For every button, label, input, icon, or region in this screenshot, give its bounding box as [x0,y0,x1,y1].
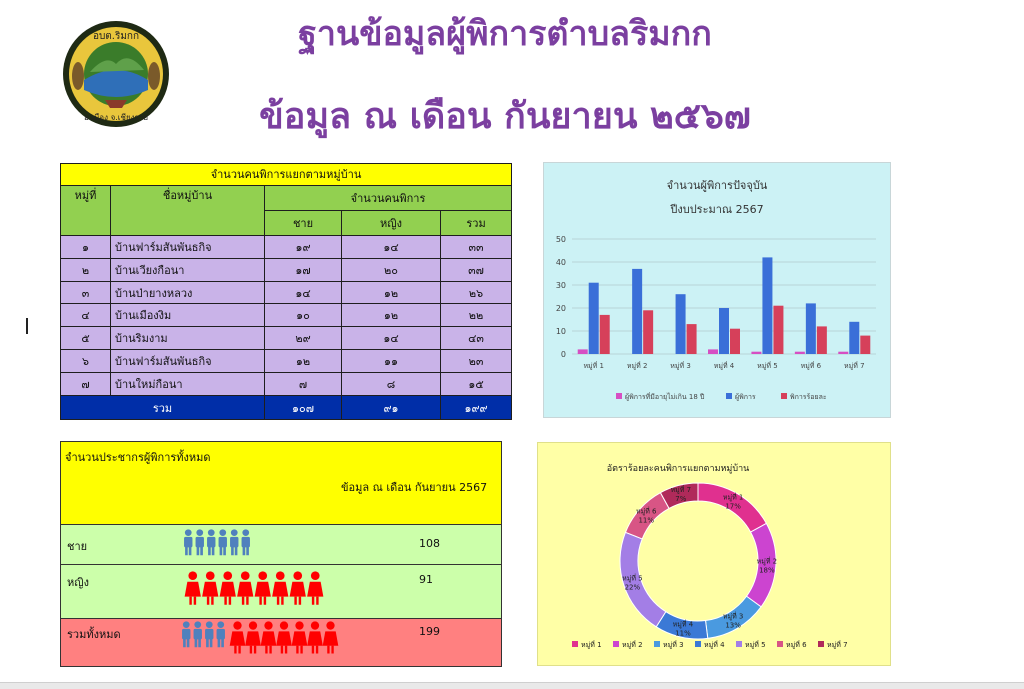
legend-label: หมู่ที่ 6 [786,641,807,649]
legend-swatch [726,393,732,399]
legend-swatch [572,641,578,647]
female-person-icon [264,621,272,629]
male-body [230,537,238,548]
female-leg [242,597,244,605]
cell-female: ๑๑ [342,350,441,373]
male-leg [210,639,213,647]
slice-label: หมู่ที่ 4 [672,620,694,629]
cell-total: ๒๖ [441,281,512,304]
summary-row-male [61,525,501,565]
table-row [61,235,512,258]
bar [838,352,848,354]
logo-bottom-text: อ.เมือง จ.เชียงราย [83,113,149,122]
cell-male: ๗ [265,373,342,396]
cell-male: ๑๙ [265,235,342,258]
male-people-icon [181,529,271,559]
bar [708,349,718,354]
cell-female: ๘ [342,373,441,396]
header-village: ชื่อหมู่บ้าน [111,185,265,235]
cell-moo: ๓ [61,281,111,304]
legend-swatch [654,641,660,647]
male-leg [185,547,188,555]
legend-swatch [616,393,622,399]
bar [730,329,740,354]
female-leg [296,646,298,654]
male-person-icon [208,529,215,536]
female-body [230,631,246,645]
donut-chart [538,443,890,665]
female-body [290,582,306,597]
female-person-icon [223,571,232,580]
female-person-icon [233,621,241,629]
table-row [61,350,512,373]
y-tick-label: 50 [555,235,566,244]
cell-male: ๒๙ [265,327,342,350]
female-leg [246,597,248,605]
female-person-icon [311,571,320,580]
slice-percent: 17% [725,502,741,511]
male-person-icon [196,529,203,536]
x-tick-label: หมู่ที่ 4 [713,362,735,370]
bar [773,306,783,354]
female-person-icon [326,621,334,629]
summary-value: 108 [419,537,440,550]
summary-title: จำนวนประชากรผู้พิการทั้งหมด [65,451,211,464]
female-body [307,582,323,597]
female-leg [194,597,196,605]
cell-female: ๑๒ [342,304,441,327]
summary-label: รวมทั้งหมด [67,628,121,641]
male-person-icon [183,621,190,628]
legend-swatch [695,641,701,647]
x-tick-label: หมู่ที่ 5 [757,362,778,370]
female-body [276,631,292,645]
village-table [60,163,512,420]
male-person-icon [185,529,192,536]
female-leg [259,597,261,605]
cell-village: บ้านเวียงกือนา [111,258,265,281]
summary-date: ข้อมูล ณ เดือน กันยายน 2567 [341,481,488,494]
chart-title: จำนวนผู้พิการปัจจุบัน [666,179,768,192]
cell-village: บ้านเมืองงิม [111,304,265,327]
legend-label: ผู้พิการที่มีอายุไม่เกิน 18 ปี [625,393,705,401]
header-male: ชาย [265,210,342,235]
cell-moo: ๖ [61,350,111,373]
bar [860,336,870,354]
male-leg [235,547,238,555]
slice-percent: 18% [759,566,775,575]
male-leg [243,547,246,555]
female-person-icon [249,621,257,629]
legend-label: ผู้พิการ [735,393,756,401]
female-person-icon [258,571,267,580]
cell-female: ๒๐ [342,258,441,281]
bar [643,310,653,354]
male-person-icon [242,529,249,536]
male-body [184,537,192,548]
total-female: ๙๑ [342,396,441,420]
header-moo: หมู่ที่ [61,185,111,235]
bar [578,349,588,354]
male-person-icon [206,621,213,628]
female-body [307,631,323,645]
chart-title: อัตราร้อยละคนพิการแยกตามหมู่บ้าน [606,464,750,474]
slice-label: หมู่ที่ 2 [756,557,778,566]
bar [600,315,610,354]
summary-row-female [61,565,501,619]
cell-moo: ๔ [61,304,111,327]
male-leg [246,547,249,555]
legend-swatch [781,393,787,399]
logo [60,20,172,128]
logo-top-text: อบต.ริมกก [92,31,140,42]
cell-total: ๑๕ [441,373,512,396]
summary-panel [60,441,502,667]
slice-label: หมู่ที่ 6 [635,507,657,516]
slice-percent: 11% [675,629,691,638]
male-body [182,629,190,640]
x-tick-label: หมู่ที่ 3 [670,362,691,370]
legend-swatch [736,641,742,647]
male-leg [220,547,223,555]
female-leg [285,646,287,654]
summary-value: 91 [419,573,433,586]
male-body [242,537,250,548]
female-person-icon [295,621,303,629]
bar [751,352,761,354]
bar [817,326,827,354]
total-male: ๑๐๗ [265,396,342,420]
male-person-icon [231,529,238,536]
legend-label: หมู่ที่ 1 [581,641,602,649]
female-leg [281,597,283,605]
cell-total: ๒๒ [441,304,512,327]
summary-header [61,442,501,525]
header-group: จำนวนคนพิการ [265,185,512,210]
cell-female: ๑๔ [342,235,441,258]
cell-male: ๑๔ [265,281,342,304]
male-leg [231,547,234,555]
bar [762,257,772,354]
total-all: ๑๙๙ [441,396,512,420]
cell-moo: ๗ [61,373,111,396]
cell-village: บ้านป่ายางหลวง [111,281,265,304]
donut-chart-panel[interactable] [537,442,891,666]
female-body [323,631,339,645]
slice-percent: 13% [725,621,741,630]
male-leg [223,547,226,555]
cell-total: ๓๗ [441,258,512,281]
cell-total: ๓๓ [441,235,512,258]
table-row [61,327,512,350]
male-person-icon [194,621,201,628]
table-row [61,258,512,281]
female-leg [207,597,209,605]
slice-label: หมู่ที่ 3 [722,612,744,621]
female-leg [250,646,252,654]
male-leg [195,639,198,647]
female-people-icon [183,571,333,611]
female-body [272,582,288,597]
male-leg [187,639,190,647]
female-leg [264,597,266,605]
male-person-icon [219,529,226,536]
male-body [196,537,204,548]
slice-percent: 22% [624,583,641,592]
male-leg [200,547,203,555]
slice-label: หมู่ที่ 7 [670,486,692,495]
summary-label: หญิง [67,576,89,589]
y-tick-label: 20 [555,304,566,313]
slice-percent: 7% [675,495,687,504]
female-leg [300,646,302,654]
male-leg [212,547,215,555]
slice-label: หมู่ที่ 1 [722,493,744,502]
y-tick-label: 0 [560,350,566,359]
legend-label: หมู่ที่ 3 [663,641,684,649]
female-body [185,582,201,597]
female-leg [312,646,314,654]
female-leg [224,597,226,605]
bar [687,324,697,354]
legend-swatch [818,641,824,647]
male-leg [208,547,211,555]
male-body [217,629,225,640]
male-leg [183,639,186,647]
bar [806,303,816,354]
male-person-icon [217,621,224,628]
cell-total: ๔๓ [441,327,512,350]
cell-moo: ๕ [61,327,111,350]
y-tick-label: 30 [555,281,566,290]
female-person-icon [206,571,215,580]
female-leg [316,597,318,605]
female-body [245,631,261,645]
female-body [202,582,218,597]
female-leg [269,646,271,654]
cell-male: ๑๒ [265,350,342,373]
header-female: หญิง [342,210,441,235]
total-label: รวม [61,396,265,420]
male-body [194,629,202,640]
female-leg [294,597,296,605]
female-leg [312,597,314,605]
cell-male: ๑๐ [265,304,342,327]
cell-village: บ้านฟาร์มสันพันธกิจ [111,350,265,373]
all-people-icon [179,621,339,661]
page-subtitle: ข้อมูล ณ เดือน กันยายน ๒๕๖๗ [259,95,751,137]
y-tick-label: 10 [555,327,566,336]
bar [676,294,686,354]
legend-label: พิการร้อยละ [790,393,827,401]
female-person-icon [293,571,302,580]
female-leg [316,646,318,654]
chart-subtitle: ปีงบประมาณ 2567 [670,203,764,216]
male-leg [197,547,200,555]
y-tick-label: 40 [555,258,566,267]
x-tick-label: หมู่ที่ 1 [583,362,604,370]
summary-label: ชาย [67,540,88,553]
cell-moo: ๒ [61,258,111,281]
female-leg [189,597,191,605]
table-row [61,373,512,396]
male-leg [221,639,224,647]
male-body [207,537,215,548]
female-body [261,631,277,645]
bar [849,322,859,354]
legend-label: หมู่ที่ 2 [622,641,643,649]
male-body [205,629,213,640]
legend-label: หมู่ที่ 5 [745,641,766,649]
female-body [220,582,236,597]
x-tick-label: หมู่ที่ 6 [800,362,822,370]
legend-label: หมู่ที่ 7 [827,641,848,649]
header-total: รวม [441,210,512,235]
male-leg [218,639,221,647]
bar-chart-panel[interactable] [543,162,891,418]
bar [719,308,729,354]
bar [795,352,805,354]
male-leg [198,639,201,647]
legend-label: หมู่ที่ 4 [704,641,725,649]
cell-male: ๑๗ [265,258,342,281]
female-person-icon [311,621,319,629]
text-cursor [26,318,28,334]
bar [632,269,642,354]
bar [589,283,599,354]
village-table-title: จำนวนคนพิการแยกตามหมู่บ้าน [61,164,512,186]
female-leg [265,646,267,654]
slice-label: หมู่ที่ 5 [622,574,643,583]
female-leg [277,597,279,605]
female-person-icon [280,621,288,629]
cell-moo: ๑ [61,235,111,258]
female-leg [211,597,213,605]
table-total-row [61,396,512,420]
x-tick-label: หมู่ที่ 2 [626,362,648,370]
female-leg [229,597,231,605]
table-row [61,304,512,327]
female-leg [281,646,283,654]
legend-swatch [613,641,619,647]
summary-value: 199 [419,625,440,638]
male-body [219,537,227,548]
female-person-icon [276,571,285,580]
male-leg [206,639,209,647]
cell-total: ๒๓ [441,350,512,373]
page-title: ฐานข้อมูลผู้พิการตำบลริมกก [298,14,712,54]
slice-percent: 11% [638,516,655,525]
legend-swatch [777,641,783,647]
female-body [237,582,253,597]
female-person-icon [188,571,197,580]
male-leg [189,547,192,555]
table-row [61,281,512,304]
female-body [292,631,308,645]
bar-chart [544,163,890,417]
female-leg [327,646,329,654]
cell-village: บ้านฟาร์มสันพันธกิจ [111,235,265,258]
female-leg [254,646,256,654]
cell-village: บ้านริมงาม [111,327,265,350]
x-tick-label: หมู่ที่ 7 [844,362,865,370]
female-leg [234,646,236,654]
cell-female: ๑๔ [342,327,441,350]
cell-village: บ้านใหม่กือนา [111,373,265,396]
cell-female: ๑๒ [342,281,441,304]
female-person-icon [241,571,250,580]
female-leg [238,646,240,654]
female-leg [331,646,333,654]
female-body [255,582,271,597]
summary-row-total [61,619,501,666]
female-leg [299,597,301,605]
